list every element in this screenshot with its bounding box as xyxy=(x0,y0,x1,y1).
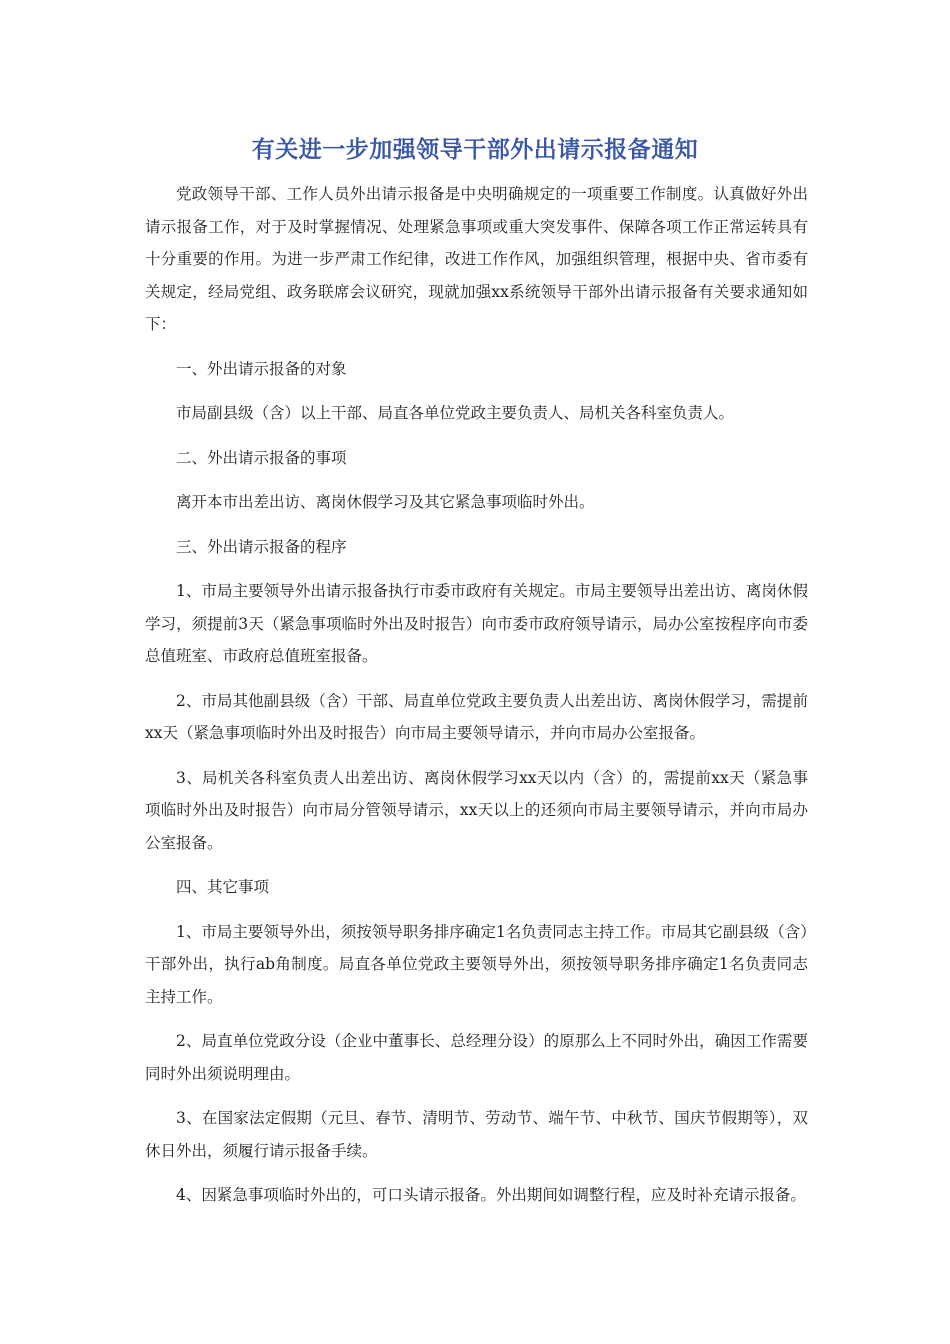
paragraph: 3、在国家法定假期（元旦、春节、清明节、劳动节、端午节、中秋节、国庆节假期等），双休日外出，须履行请示报备手续。 xyxy=(145,1109,808,1160)
paragraph: 3、局机关各科室负责人出差出访、离岗休假学习xx天以内（含）的，需提前xx天（紧急事项临时外出及时报告）向市局分管领导请示，xx天以上的还须向市局主要领导请示，并向市局办公室报备。 xyxy=(145,768,808,852)
paragraph: 2、市局其他副县级（含）干部、局直单位党政主要负责人出差出访、离岗休假学习，需提前xx天（紧急事项临时外出及时报告）向市局主要领导请示，并向市局办公室报备。 xyxy=(145,691,808,742)
paragraph: 4、因紧急事项临时外出的，可口头请示报备。外出期间如调整行程，应及时补充请示报备。 xyxy=(176,1186,806,1204)
document-title: 有关进一步加强领导干部外出请示报备通知 xyxy=(251,137,699,163)
document-body xyxy=(145,178,808,1224)
section-heading-2: 二、外出请示报备的事项 xyxy=(176,448,347,467)
paragraph: 1、市局主要领导外出请示报备执行市委市政府有关规定。市局主要领导出差出访、离岗休假学习，须提前3天（紧急事项临时外出及时报告）向市委市政府领导请示，局办公室按程序向市委总值班室、市政府总值班室报备。 xyxy=(145,582,808,665)
section-heading-4: 四、其它事项 xyxy=(176,878,270,896)
section-heading-3: 三、外出请示报备的程序 xyxy=(176,537,347,556)
paragraph-intro: 党政领导干部、工作人员外出请示报备是中央明确规定的一项重要工作制度。认真做好外出请示报备工作，对于及时掌握情况、处理紧急事项或重大突发事件、保障各项工作正常运转具有十分重要的作用。为进一步严肃工作纪律，改进工作作风，加强组织管理，根据中央、省市委有关规定，经局党组、政务联席会议研究，现就加强xx系统领导干部外出请示报备有关要求通知如下： xyxy=(145,185,808,333)
paragraph: 离开本市出差出访、离岗休假学习及其它紧急事项临时外出。 xyxy=(176,493,595,511)
paragraph: 市局副县级（含）以上干部、局直各单位党政主要负责人、局机关各科室负责人。 xyxy=(176,404,735,422)
paragraph: 1、市局主要领导外出，须按领导职务排序确定1名负责同志主持工作。市局其它副县级（含）干部外出，执行ab角制度。局直各单位党政主要领导外出，须按领导职务排序确定1名负责同志主持工作。 xyxy=(145,922,808,1006)
paragraph: 2、局直单位党政分设（企业中董事长、总经理分设）的原那么上不同时外出，确因工作需要同时外出须说明理由。 xyxy=(145,1032,808,1083)
section-heading-1: 一、外出请示报备的对象 xyxy=(176,359,347,378)
